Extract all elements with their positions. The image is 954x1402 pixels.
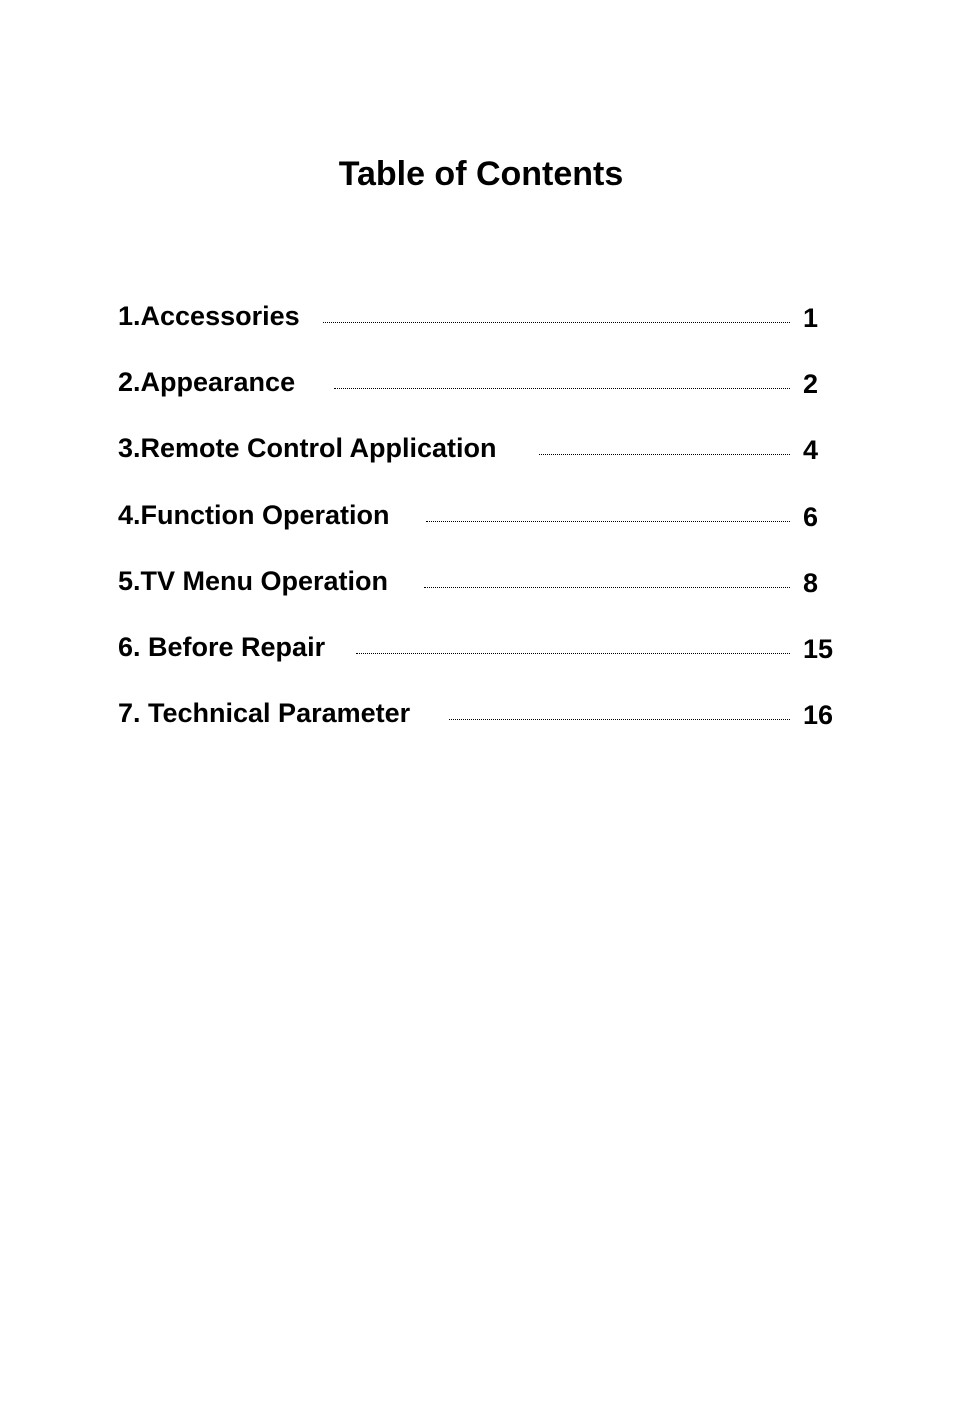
toc-entry-page: 1 xyxy=(803,303,819,333)
toc-entry-page: 4 xyxy=(803,435,819,466)
toc-leader-dots xyxy=(424,587,790,588)
toc-entry-accessories[interactable] xyxy=(118,296,858,362)
toc-entry-appearance[interactable] xyxy=(118,362,858,428)
toc-leader-dots xyxy=(323,322,790,323)
toc-entry-page: 2 xyxy=(803,369,819,400)
toc-entry-remote-control-application[interactable] xyxy=(118,428,858,494)
toc-leader-dots xyxy=(334,388,790,389)
toc-entry-page: 8 xyxy=(803,567,819,598)
toc-leader-dots xyxy=(449,719,790,720)
toc-leader-dots xyxy=(539,454,790,455)
page-title: Table of Contents xyxy=(338,155,624,193)
toc-entry-page: 6 xyxy=(803,501,819,532)
toc-entry-page: 16 xyxy=(803,700,834,731)
toc-entry-before-repair[interactable] xyxy=(118,627,858,693)
toc-entry-page: 15 xyxy=(803,633,834,664)
toc-entry-label: 6. Before Repair xyxy=(118,631,326,662)
toc-entry-label: 7. Technical Parameter xyxy=(118,698,411,729)
toc-entry-function-operation[interactable] xyxy=(118,495,858,561)
toc-entry-tv-menu-operation[interactable] xyxy=(118,561,858,627)
toc-entry-label: 3.Remote Control Application xyxy=(118,433,497,464)
toc-leader-dots xyxy=(426,521,790,522)
toc-leader-dots xyxy=(356,653,790,654)
toc-entry-label: 1.Accessories xyxy=(118,301,300,331)
toc-entry-label: 5.TV Menu Operation xyxy=(118,565,389,596)
table-of-contents xyxy=(118,296,858,759)
toc-entry-label: 2.Appearance xyxy=(118,367,296,398)
toc-entry-label: 4.Function Operation xyxy=(118,499,390,530)
toc-entry-technical-parameter[interactable] xyxy=(118,693,858,759)
